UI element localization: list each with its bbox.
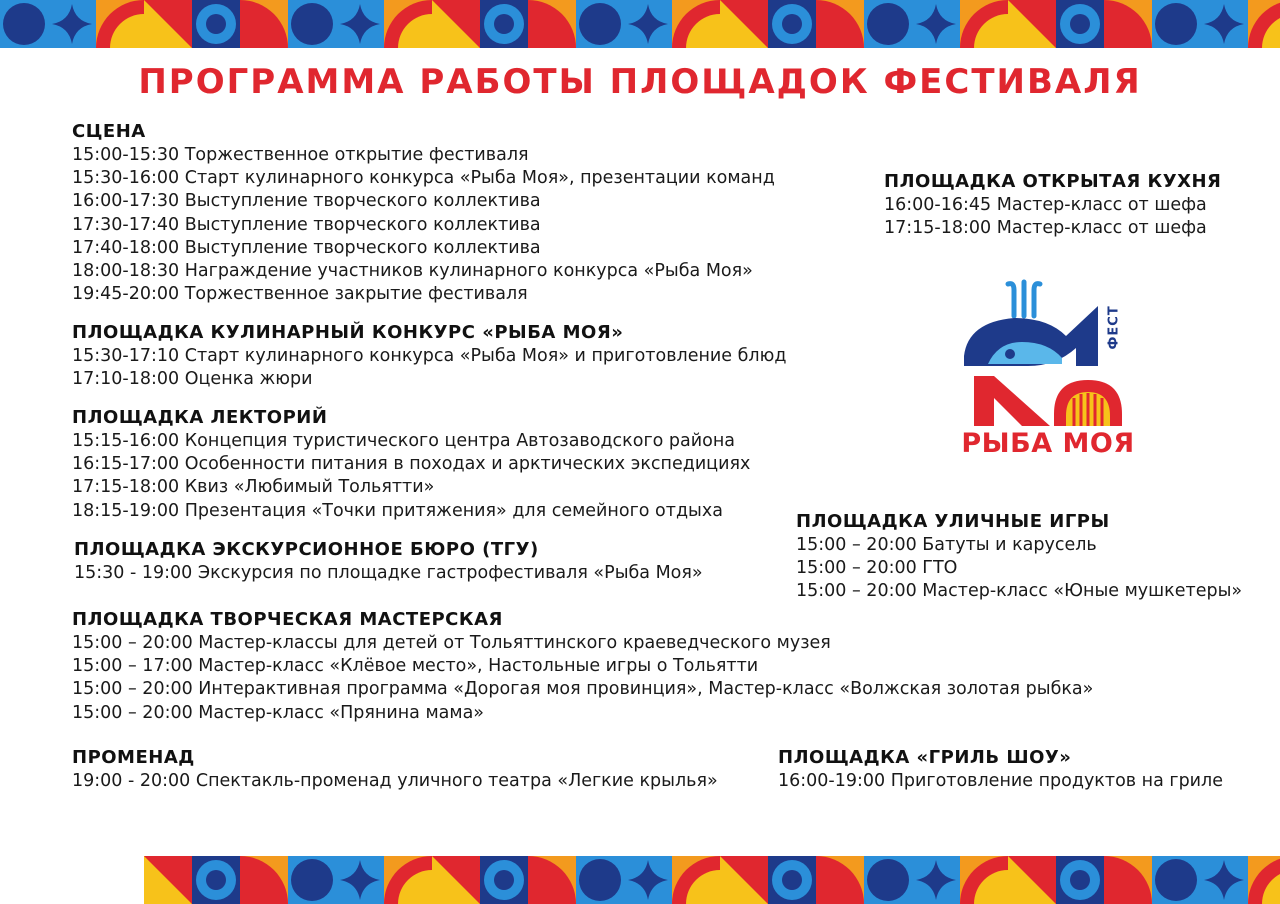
page-title: ПРОГРАММА РАБОТЫ ПЛОЩАДОК ФЕСТИВАЛЯ <box>138 62 1142 102</box>
pattern-tile <box>672 0 720 48</box>
section-heading: ПЛОЩАДКА ЛЕКТОРИЙ <box>72 407 328 428</box>
schedule-line: 18:15-19:00 Презентация «Точки притяжения» для семейного отдыха <box>72 500 723 521</box>
schedule-line: 15:00 – 20:00 Мастер-класс «Прянина мама» <box>72 702 485 723</box>
section-lines <box>884 194 1221 240</box>
section-lines <box>74 562 703 585</box>
pattern-tile <box>528 0 576 48</box>
schedule-line: 15:00 – 17:00 Мастер-класс «Клёвое место», Настольные игры о Тольятти <box>72 656 759 677</box>
pattern-tile <box>48 0 96 48</box>
pattern-tile <box>192 856 240 904</box>
schedule-line: 15:00 – 20:00 Мастер-класс «Юные мушкетеры» <box>796 581 1243 602</box>
pattern-tile <box>1056 0 1104 48</box>
section-excursion <box>74 538 703 585</box>
section-heading: ПЛОЩАДКА ЭКСКУРСИОННОЕ БЮРО (ТГУ) <box>74 539 539 560</box>
pattern-tile <box>1008 856 1056 904</box>
section-contest <box>72 321 786 391</box>
pattern-tile <box>672 856 720 904</box>
pattern-tile <box>0 0 48 48</box>
pattern-tile <box>960 0 1008 48</box>
section-heading: ПРОМЕНАД <box>72 747 195 768</box>
top-pattern-band <box>0 0 1280 48</box>
pattern-tile <box>1200 856 1248 904</box>
pattern-tile <box>480 0 528 48</box>
section-lecture <box>72 406 750 523</box>
schedule-line: 18:00-18:30 Награждение участников кулинарного конкурса «Рыба Моя» <box>72 261 753 282</box>
pattern-tile <box>816 0 864 48</box>
schedule-line: 17:30-17:40 Выступление творческого коллектива <box>72 214 541 235</box>
pattern-tile <box>288 0 336 48</box>
pattern-tile <box>480 856 528 904</box>
schedule-line: 15:00 – 20:00 Батуты и карусель <box>796 535 1097 555</box>
section-grill-show <box>778 746 1223 793</box>
pattern-tile <box>1248 856 1280 904</box>
pattern-tile <box>144 856 192 904</box>
pattern-tile <box>720 0 768 48</box>
pattern-tile <box>576 0 624 48</box>
pattern-tile <box>960 856 1008 904</box>
bottom-pattern <box>0 856 1280 904</box>
pattern-tile <box>624 0 672 48</box>
section-lines <box>72 430 750 523</box>
fish-logo-icon <box>958 278 1138 428</box>
section-open-kitchen <box>884 170 1221 240</box>
logo-name: РЫБА МОЯ <box>961 428 1135 459</box>
top-pattern <box>0 0 1280 48</box>
pattern-tile <box>96 0 144 48</box>
schedule-line: 19:00 - 20:00 Спектакль-променад уличного театра «Легкие крылья» <box>72 771 718 791</box>
schedule-line: 17:10-18:00 Оценка жюри <box>72 369 313 390</box>
pattern-tile <box>624 856 672 904</box>
pattern-tile <box>336 856 384 904</box>
pattern-tile <box>240 856 288 904</box>
schedule-line: 17:15-18:00 Квиз «Любимый Тольятти» <box>72 477 435 498</box>
pattern-tile <box>1056 856 1104 904</box>
schedule-line: 15:15-16:00 Концепция туристического центра Автозаводского района <box>72 431 735 451</box>
pattern-tile <box>912 856 960 904</box>
schedule-line: 19:45-20:00 Торжественное закрытие фестиваля <box>72 284 528 305</box>
schedule-line: 16:15-17:00 Особенности питания в походах и арктических экспедициях <box>72 454 751 475</box>
pattern-tile <box>384 856 432 904</box>
schedule-line: 16:00-19:00 Приготовление продуктов на гриле <box>778 771 1224 791</box>
schedule-line: 15:00 – 20:00 Интерактивная программа «Дорогая моя провинция», Мастер-класс «Волжская золотая рыбка» <box>72 679 1094 700</box>
pattern-tile <box>864 856 912 904</box>
pattern-tile <box>576 856 624 904</box>
pattern-tile <box>192 0 240 48</box>
section-promenade <box>72 746 718 793</box>
pattern-tile <box>240 0 288 48</box>
schedule-line: 15:30-17:10 Старт кулинарного конкурса «Рыба Моя» и приготовление блюд <box>72 346 787 366</box>
pattern-tile <box>1200 0 1248 48</box>
schedule-line: 17:40-18:00 Выступление творческого коллектива <box>72 237 541 258</box>
pattern-tile <box>288 856 336 904</box>
section-heading: ПЛОЩАДКА «ГРИЛЬ ШОУ» <box>778 747 1072 768</box>
section-lines <box>72 345 786 391</box>
schedule-line: 16:00-17:30 Выступление творческого коллектива <box>72 191 541 212</box>
section-street-games <box>796 510 1242 604</box>
schedule-line: 17:15-18:00 Мастер-класс от шефа <box>884 218 1207 239</box>
pattern-tile <box>528 856 576 904</box>
section-heading: ПЛОЩАДКА КУЛИНАРНЫЙ КОНКУРС «РЫБА МОЯ» <box>72 322 624 343</box>
pattern-tile <box>432 856 480 904</box>
pattern-tile <box>1248 0 1280 48</box>
pattern-tile <box>336 0 384 48</box>
section-lines <box>72 770 718 793</box>
pattern-tile <box>1152 856 1200 904</box>
section-lines <box>796 534 1242 604</box>
pattern-tile <box>816 856 864 904</box>
section-stage <box>72 120 775 306</box>
schedule-line: 15:30-16:00 Старт кулинарного конкурса «Рыба Моя», презентации команд <box>72 168 775 189</box>
section-lines <box>778 770 1223 793</box>
section-heading: СЦЕНА <box>72 121 146 142</box>
section-lines <box>72 632 1093 725</box>
schedule-line: 16:00-16:45 Мастер-класс от шефа <box>884 195 1207 215</box>
pattern-tile <box>864 0 912 48</box>
schedule-line: 15:00-15:30 Торжественное открытие фестиваля <box>72 145 529 165</box>
pattern-tile <box>912 0 960 48</box>
pattern-tile <box>768 0 816 48</box>
pattern-tile <box>1008 0 1056 48</box>
pattern-tile <box>1104 856 1152 904</box>
section-workshop <box>72 608 1093 725</box>
schedule-line: 15:00 – 20:00 ГТО <box>796 558 958 579</box>
pattern-tile <box>144 0 192 48</box>
festival-logo <box>958 278 1138 468</box>
pattern-tile <box>432 0 480 48</box>
section-lines <box>72 144 775 306</box>
section-heading: ПЛОЩАДКА ОТКРЫТАЯ КУХНЯ <box>884 171 1222 192</box>
bottom-pattern-band <box>0 856 1280 904</box>
section-heading: ПЛОЩАДКА ТВОРЧЕСКАЯ МАСТЕРСКАЯ <box>72 609 503 630</box>
pattern-tile <box>384 0 432 48</box>
pattern-tile <box>1152 0 1200 48</box>
pattern-tile <box>1104 0 1152 48</box>
schedule-line: 15:30 - 19:00 Экскурсия по площадке гастрофестиваля «Рыба Моя» <box>74 563 703 583</box>
schedule-line: 15:00 – 20:00 Мастер-классы для детей от Тольяттинского краеведческого музея <box>72 633 831 653</box>
pattern-tile <box>768 856 816 904</box>
pattern-tile <box>720 856 768 904</box>
logo-tag: ФЕСТ <box>1106 305 1122 350</box>
section-heading: ПЛОЩАДКА УЛИЧНЫЕ ИГРЫ <box>796 511 1110 532</box>
